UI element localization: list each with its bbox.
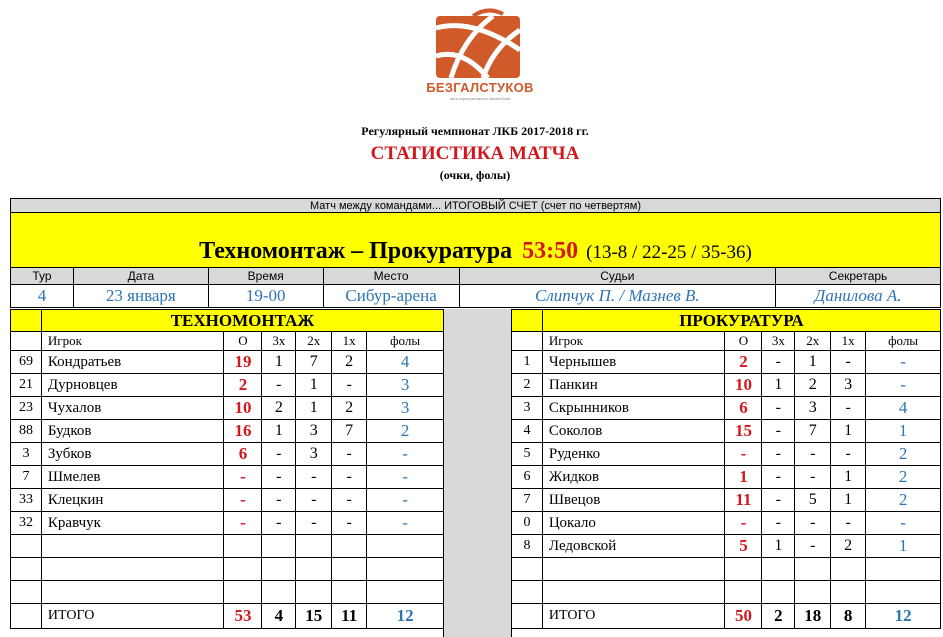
round-value: 4	[11, 285, 74, 308]
player-number: 21	[11, 374, 42, 397]
player-three: -	[762, 397, 795, 420]
col-one-header: 1х	[831, 332, 866, 351]
league-title: Регулярный чемпионат ЛКБ 2017-2018 гг.	[361, 124, 589, 138]
player-points: -	[224, 489, 262, 512]
team-name: ТЕХНОМОНТАЖ	[41, 310, 443, 332]
basketball-logo	[433, 8, 523, 80]
player-points: -	[725, 443, 762, 466]
player-fouls: -	[866, 512, 941, 535]
player-one	[332, 535, 367, 558]
venue-value: Сибур-арена	[323, 285, 459, 308]
player-points: 10	[725, 374, 762, 397]
player-two	[296, 581, 332, 604]
total-one: 11	[332, 604, 367, 629]
player-three	[762, 581, 795, 604]
total-label: ИТОГО	[542, 604, 725, 629]
table-divider	[443, 309, 512, 637]
player-one: 3	[831, 374, 866, 397]
player-points: 11	[725, 489, 762, 512]
team-header-blank	[512, 310, 543, 332]
team-name: ПРОКУРАТУРА	[542, 310, 940, 332]
player-number: 33	[11, 489, 42, 512]
player-name: Зубков	[41, 443, 224, 466]
player-two: -	[296, 489, 332, 512]
player-points: 16	[224, 420, 262, 443]
col-points-header: О	[725, 332, 762, 351]
player-two: 5	[795, 489, 831, 512]
time-label: Время	[208, 268, 323, 285]
player-points: 2	[224, 374, 262, 397]
player-number: 5	[512, 443, 543, 466]
date-label: Дата	[73, 268, 208, 285]
player-two: 1	[296, 374, 332, 397]
player-name	[542, 581, 725, 604]
player-three: -	[262, 466, 296, 489]
round-label: Тур	[11, 268, 74, 285]
player-three: -	[762, 443, 795, 466]
col-one-header: 1х	[332, 332, 367, 351]
player-name: Дурновцев	[41, 374, 224, 397]
player-row	[11, 420, 444, 443]
player-fouls: 3	[367, 374, 444, 397]
player-fouls: 3	[367, 397, 444, 420]
player-number: 6	[512, 466, 543, 489]
player-number: 69	[11, 351, 42, 374]
player-one: -	[831, 351, 866, 374]
player-row	[512, 443, 941, 466]
page-subtitle: (очки, фолы)	[439, 168, 511, 182]
player-one: -	[831, 397, 866, 420]
player-two	[795, 581, 831, 604]
player-three: -	[262, 374, 296, 397]
player-three: 1	[762, 535, 795, 558]
player-three: -	[762, 420, 795, 443]
player-three: 1	[262, 351, 296, 374]
player-name: Клецкин	[41, 489, 224, 512]
total-points: 50	[725, 604, 762, 629]
total-three: 2	[762, 604, 795, 629]
date-value: 23 января	[73, 285, 208, 308]
player-two: -	[795, 512, 831, 535]
player-number: 1	[512, 351, 543, 374]
brand-tagline: лига корпоративного баскетбола	[449, 96, 511, 101]
total-fouls: 12	[367, 604, 444, 629]
away-stats-table	[511, 309, 941, 629]
player-row	[512, 351, 941, 374]
player-name: Руденко	[542, 443, 725, 466]
col-three-header: 3х	[262, 332, 296, 351]
player-two: 3	[296, 420, 332, 443]
player-fouls	[367, 558, 444, 581]
player-fouls: 4	[367, 351, 444, 374]
player-row	[512, 581, 941, 604]
player-two: -	[795, 466, 831, 489]
player-three: 1	[262, 420, 296, 443]
player-fouls: 4	[866, 397, 941, 420]
player-points: -	[224, 466, 262, 489]
player-two: 1	[296, 397, 332, 420]
player-row	[11, 512, 444, 535]
player-two	[296, 535, 332, 558]
player-three	[262, 535, 296, 558]
match-quarters: (13-8 / 22-25 / 35-36)	[586, 242, 752, 263]
player-name	[542, 558, 725, 581]
player-two: 3	[296, 443, 332, 466]
player-row	[512, 466, 941, 489]
player-one: -	[831, 512, 866, 535]
player-fouls: -	[367, 489, 444, 512]
player-fouls	[367, 581, 444, 604]
player-three: -	[262, 443, 296, 466]
player-name: Панкин	[542, 374, 725, 397]
player-points	[725, 558, 762, 581]
player-number	[11, 535, 42, 558]
player-name: Скрынников	[542, 397, 725, 420]
player-row	[11, 581, 444, 604]
player-three: -	[762, 489, 795, 512]
player-row	[11, 535, 444, 558]
player-one: -	[332, 466, 367, 489]
player-name: Цокало	[542, 512, 725, 535]
player-fouls: -	[367, 466, 444, 489]
player-row	[11, 397, 444, 420]
player-points: 1	[725, 466, 762, 489]
match-score: 53:50	[522, 238, 579, 264]
player-fouls: 1	[866, 535, 941, 558]
total-blank	[512, 604, 543, 629]
player-points	[224, 535, 262, 558]
player-fouls: 1	[866, 420, 941, 443]
player-three: -	[762, 466, 795, 489]
team-header-blank	[11, 310, 42, 332]
player-points	[224, 558, 262, 581]
player-row	[512, 489, 941, 512]
player-number: 7	[512, 489, 543, 512]
player-points: 6	[725, 397, 762, 420]
player-one	[831, 558, 866, 581]
player-points: -	[725, 512, 762, 535]
player-one	[332, 558, 367, 581]
player-two: 7	[296, 351, 332, 374]
player-row	[512, 535, 941, 558]
player-two: -	[795, 535, 831, 558]
player-number: 0	[512, 512, 543, 535]
player-number: 4	[512, 420, 543, 443]
player-number: 8	[512, 535, 543, 558]
player-one: 1	[831, 466, 866, 489]
player-points: 5	[725, 535, 762, 558]
player-two: 2	[795, 374, 831, 397]
player-one: 7	[332, 420, 367, 443]
player-name	[41, 581, 224, 604]
player-name: Кондратьев	[41, 351, 224, 374]
col-fouls-header: фолы	[367, 332, 444, 351]
player-two: -	[296, 512, 332, 535]
player-row	[11, 443, 444, 466]
player-name: Соколов	[542, 420, 725, 443]
player-row	[512, 512, 941, 535]
match-headline	[11, 213, 941, 268]
player-name: Чухалов	[41, 397, 224, 420]
player-name: Швецов	[542, 489, 725, 512]
total-two: 18	[795, 604, 831, 629]
player-fouls	[866, 558, 941, 581]
player-two: -	[795, 443, 831, 466]
total-row	[11, 604, 444, 629]
player-points: -	[224, 512, 262, 535]
col-two-header: 2х	[795, 332, 831, 351]
player-one: 2	[332, 351, 367, 374]
brand-name: БЕЗГАЛСТУКОВ	[426, 80, 534, 95]
player-name: Ледовской	[542, 535, 725, 558]
player-name: Будков	[41, 420, 224, 443]
total-one: 8	[831, 604, 866, 629]
player-number: 3	[11, 443, 42, 466]
page-title: СТАТИСТИКА МАТЧА	[370, 143, 580, 164]
col-number-header	[512, 332, 543, 351]
player-fouls: -	[866, 351, 941, 374]
player-row	[11, 351, 444, 374]
player-one: 2	[831, 535, 866, 558]
col-points-header: О	[224, 332, 262, 351]
player-number	[11, 581, 42, 604]
player-fouls: 2	[866, 489, 941, 512]
secretary-label: Секретарь	[776, 268, 941, 285]
player-three: 1	[762, 374, 795, 397]
player-three	[762, 558, 795, 581]
team-header-row	[11, 310, 444, 332]
player-fouls: -	[866, 374, 941, 397]
venue-label: Место	[323, 268, 459, 285]
player-three: -	[262, 512, 296, 535]
player-one: 1	[831, 420, 866, 443]
player-points	[224, 581, 262, 604]
match-teams: Техномонтаж – Прокуратура	[199, 238, 513, 264]
player-three: -	[762, 512, 795, 535]
player-name: Жидков	[542, 466, 725, 489]
player-fouls: 2	[866, 466, 941, 489]
player-points: 19	[224, 351, 262, 374]
player-two: 7	[795, 420, 831, 443]
player-number: 7	[11, 466, 42, 489]
player-fouls: 2	[367, 420, 444, 443]
player-one: -	[831, 443, 866, 466]
player-one	[831, 581, 866, 604]
player-three: -	[262, 489, 296, 512]
player-name	[41, 558, 224, 581]
player-number	[512, 581, 543, 604]
player-number: 32	[11, 512, 42, 535]
player-points: 10	[224, 397, 262, 420]
home-stats-table	[10, 309, 444, 629]
player-fouls	[866, 581, 941, 604]
player-number: 23	[11, 397, 42, 420]
player-one: -	[332, 512, 367, 535]
total-three: 4	[262, 604, 296, 629]
player-two	[795, 558, 831, 581]
player-fouls: -	[367, 443, 444, 466]
player-row	[512, 558, 941, 581]
player-row	[512, 374, 941, 397]
player-three	[262, 558, 296, 581]
column-header-row	[11, 332, 444, 351]
player-row	[512, 397, 941, 420]
total-label: ИТОГО	[41, 604, 224, 629]
col-two-header: 2х	[296, 332, 332, 351]
total-two: 15	[296, 604, 332, 629]
player-points: 15	[725, 420, 762, 443]
player-name	[41, 535, 224, 558]
player-fouls: 2	[866, 443, 941, 466]
player-row	[11, 374, 444, 397]
total-row	[512, 604, 941, 629]
player-name: Кравчук	[41, 512, 224, 535]
player-one	[332, 581, 367, 604]
col-number-header	[11, 332, 42, 351]
player-one: 1	[831, 489, 866, 512]
player-points	[725, 581, 762, 604]
player-fouls	[367, 535, 444, 558]
time-value: 19-00	[208, 285, 323, 308]
column-header-row	[512, 332, 941, 351]
total-blank	[11, 604, 42, 629]
player-number	[512, 558, 543, 581]
player-number: 2	[512, 374, 543, 397]
col-player-header: Игрок	[41, 332, 224, 351]
player-number	[11, 558, 42, 581]
player-row	[11, 558, 444, 581]
col-player-header: Игрок	[542, 332, 725, 351]
player-name: Шмелев	[41, 466, 224, 489]
player-two: -	[296, 466, 332, 489]
player-name: Чернышев	[542, 351, 725, 374]
referees-label: Судьи	[459, 268, 776, 285]
player-three: -	[762, 351, 795, 374]
player-three	[262, 581, 296, 604]
total-points: 53	[224, 604, 262, 629]
player-points: 6	[224, 443, 262, 466]
player-one: -	[332, 443, 367, 466]
player-one: 2	[332, 397, 367, 420]
player-points: 2	[725, 351, 762, 374]
total-fouls: 12	[866, 604, 941, 629]
col-fouls-header: фолы	[866, 332, 941, 351]
secretary-value: Данилова А.	[776, 285, 941, 308]
match-caption: Матч между командами... ИТОГОВЫЙ СЧЕТ (счет по четвертям)	[11, 199, 941, 213]
player-two: 1	[795, 351, 831, 374]
match-info-table	[10, 198, 941, 308]
player-number: 3	[512, 397, 543, 420]
player-row	[11, 489, 444, 512]
player-number: 88	[11, 420, 42, 443]
player-row	[512, 420, 941, 443]
col-three-header: 3х	[762, 332, 795, 351]
player-one: -	[332, 489, 367, 512]
team-header-row	[512, 310, 941, 332]
player-two	[296, 558, 332, 581]
referees-value: Слипчук П. / Мазнев В.	[459, 285, 776, 308]
player-three: 2	[262, 397, 296, 420]
player-one: -	[332, 374, 367, 397]
player-two: 3	[795, 397, 831, 420]
player-fouls: -	[367, 512, 444, 535]
player-row	[11, 466, 444, 489]
